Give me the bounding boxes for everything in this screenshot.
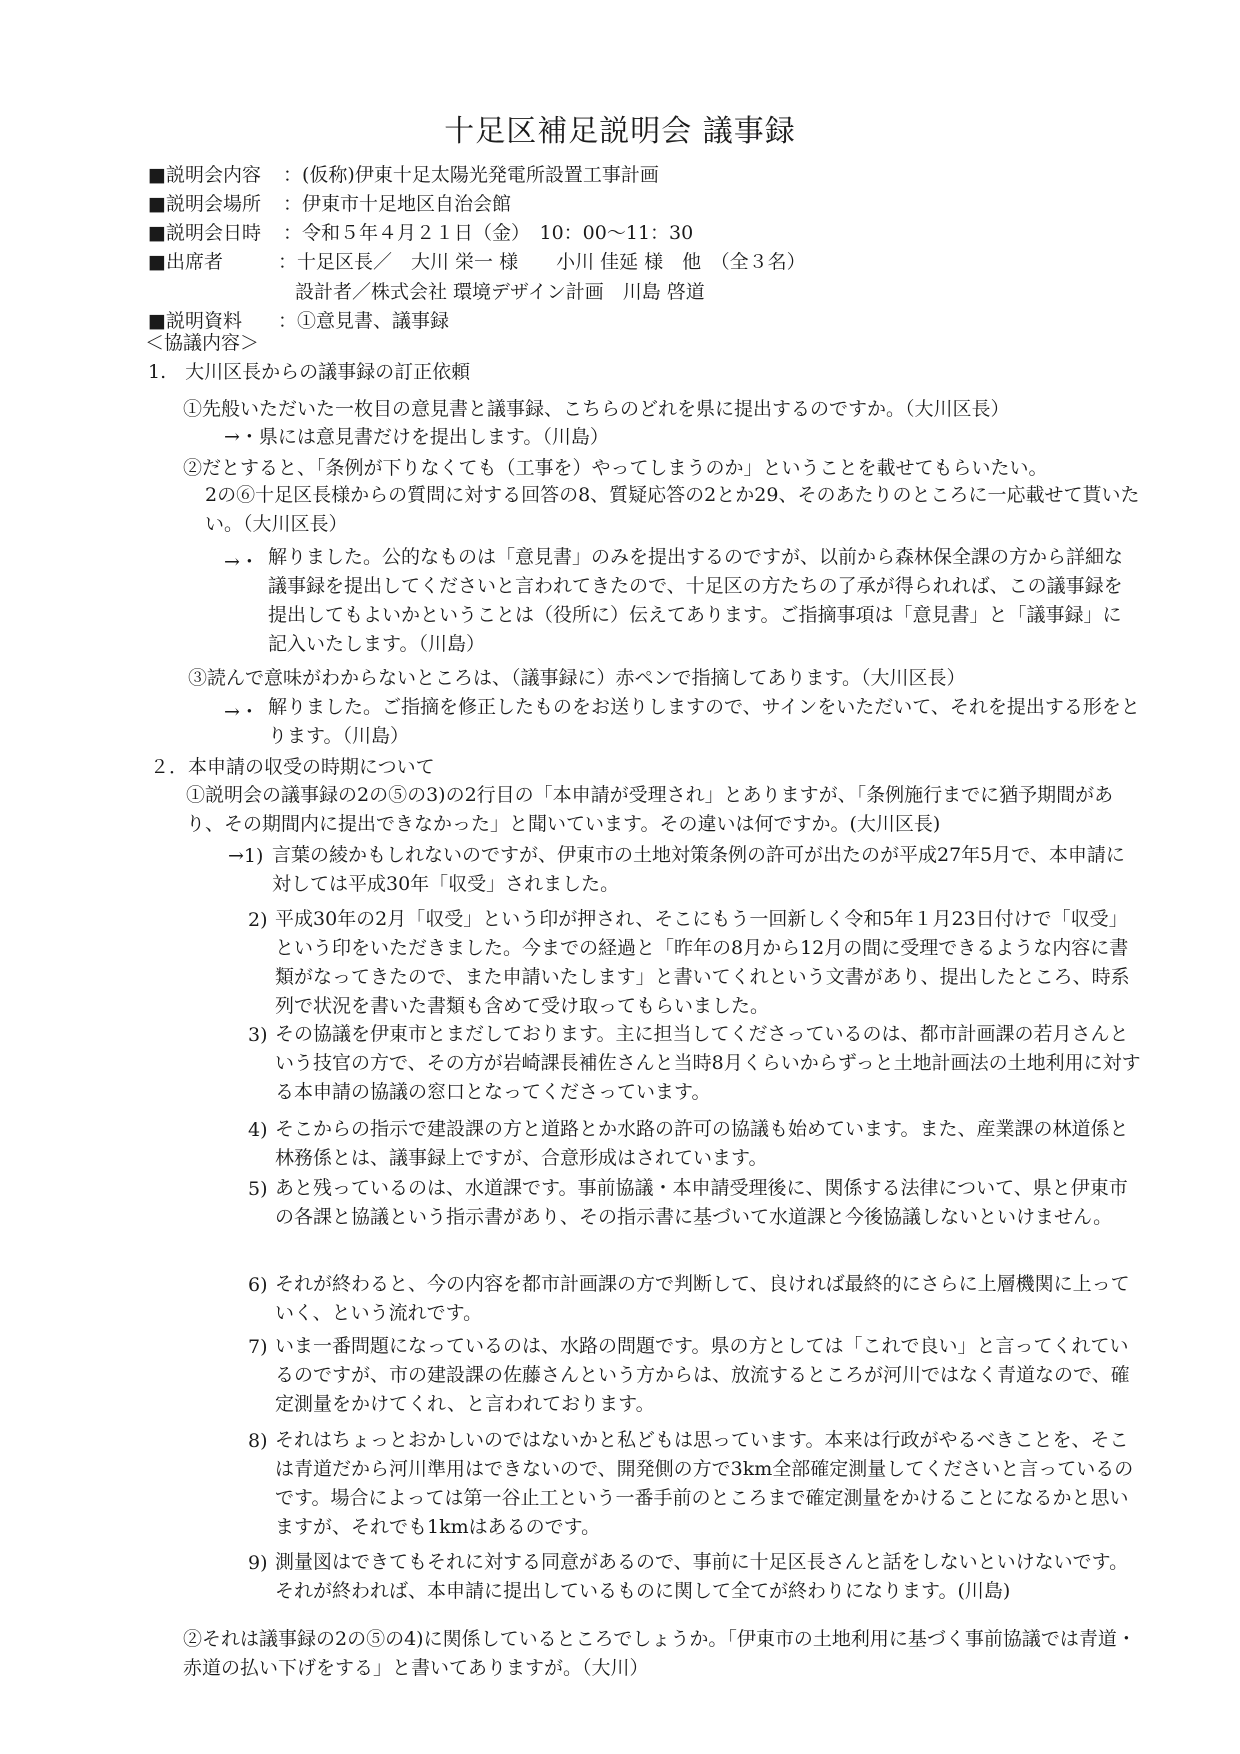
s2-item-8-num: 8): [248, 1430, 268, 1452]
s1-a1: →・県には意見書だけを提出します。（川島）: [224, 426, 609, 448]
s2-item-2: 平成30年の2月「収受」という印が押され、そこにもう一回新しく令和5年１月23日付けで「収受」という印をいただきました。今までの経過と「昨年の8月から12月の間に受理できるような内容に書類がなってきたので、また申請いたします」と書いてくれという文書があり、提出したところ、時系列で状況を書いた書類も含めて受け取ってもらいました。: [275, 908, 1130, 1017]
meta-materials: [148, 306, 449, 333]
s1-a3: 解りました。ご指摘を修正したものをお送りしますので、サインをいただいて、それを提出する形をとります。（川島）: [268, 696, 1140, 747]
meta-content-value: ：(仮称)伊東十足太陽光発電所設置工事計画: [283, 164, 659, 186]
s2-item-8: それはちょっとおかしいのではないかと私どもは思っています。本来は行政がやるべきことを、そこは青道だから河川準用はできないので、開発側の方で3km全部確定測量してくださいと言っているのです。場合によっては第一谷止工という一番手前のところまで確定測量をかけることになるかと思いますが、それでも1kmはあるのです。: [275, 1429, 1134, 1538]
s2-item-1: 言葉の綾かもしれないのですが、伊東市の土地対策条例の許可が出たのが平成27年5月で、本申請に対しては平成30年「収受」されました。: [272, 844, 1125, 895]
page-title: 十足区補足説明会 議事録: [444, 114, 796, 149]
meta-date: [148, 218, 693, 245]
section1-heading: 1. 大川区長からの議事録の訂正依頼: [148, 361, 471, 383]
s2-item-7: いま一番問題になっているのは、水路の問題です。県の方としては「これで良い」と言ってくれているのですが、市の建設課の佐藤さんという方からは、放流するところが河川ではなく青道なので、確定測量をかけてくれ、と言われております。: [275, 1335, 1130, 1415]
s2-item-9-num: 9): [248, 1552, 268, 1574]
section2-heading: ２．本申請の収受の時期について: [150, 756, 435, 778]
s1-q2b: 2の⑥十足区長様からの質問に対する回答の8、質疑応答の2とか29、そのあたりのところに一応載せて貰いたい。（大川区長）: [205, 484, 1140, 535]
meta-place-value: ：伊東市十足地区自治会館: [283, 193, 512, 215]
meta-place-label: ■説明会場所: [148, 193, 261, 215]
meta-place: [148, 189, 511, 216]
s2-item-2-num: 2): [248, 909, 268, 931]
agenda-heading: ＜協議内容＞: [145, 332, 260, 354]
meta-content: [148, 160, 659, 187]
meta-attendees: [148, 247, 806, 274]
s2-item-7-num: 7): [248, 1336, 268, 1358]
meta-attendees-label: ■出席者: [148, 251, 223, 273]
meta-date-label: ■説明会日時: [148, 222, 261, 244]
s2-item-5: あと残っているのは、水道課です。事前協議・本申請受理後に、関係する法律について、県と伊東市の各課と協議という指示書があり、その指示書に基づいて水道課と今後協議しないといけません。: [275, 1177, 1128, 1228]
meta-materials-value: ：①意見書、議事録: [278, 310, 450, 332]
s2-item-9: 測量図はできてもそれに対する同意があるので、事前に十足区長さんと話をしないといけないです。それが終われば、本申請に提出しているものに関して全てが終わりになります。(川島): [275, 1551, 1129, 1602]
meta-materials-label: ■説明資料: [148, 310, 242, 332]
s2-q2: ②それは議事録の2の⑤の4)に関係しているところでしょうか。「伊東市の土地利用に基づく事前協議では青道・赤道の払い下げをする」と書いてありますが。（大川）: [183, 1628, 1136, 1679]
s1-q3: ③読んで意味がわからないところは、（議事録に）赤ペンで指摘してあります。（大川区長）: [188, 667, 966, 689]
s1-a2-arrow: →・: [224, 551, 259, 573]
s2-item-3-num: 3): [248, 1024, 268, 1046]
s1-q1: ①先般いただいた一枚目の意見書と議事録、こちらのどれを県に提出するのですか。（大川区長）: [183, 398, 1010, 420]
s2-item-4: そこからの指示で建設課の方と道路とか水路の許可の協議も始めています。また、産業課の林道係と林務係とは、議事録上ですが、合意形成はされています。: [275, 1118, 1129, 1169]
s2-item-6: それが終わると、今の内容を都市計画課の方で判断して、良ければ最終的にさらに上層機関に上っていく、という流れです。: [275, 1273, 1130, 1324]
s1-q2a: ②だとすると、「条例が下りなくても（工事を）やってしまうのか」ということを載せてもらいたい。: [183, 457, 1048, 479]
s2-item-3: その協議を伊東市とまだしております。主に担当してくださっているのは、都市計画課の若月さんという技官の方で、その方が岩崎課長補佐さんと当時8月くらいからずっと土地計画法の土地利用に対する本申請の協議の窓口となってくださっています。: [275, 1023, 1141, 1103]
meta-date-value: ：令和５年４月２１日（金） 10：00～11：30: [283, 222, 694, 244]
s1-a2: 解りました。公的なものは「意見書」のみを提出するのですが、以前から森林保全課の方から詳細な議事録を提出してくださいと言われてきたので、十足区の方たちの了承が得られれば、この議事録を提出してもよいかということは（役所に）伝えてあります。ご指摘事項は「意見書」と「議事録」に記入いたします。（川島）: [268, 546, 1124, 655]
meta-attendees-value: ：十足区長／ 大川 栄一 様 小川 佳延 様 他 （全３名）: [278, 251, 806, 273]
s2-item-1-num: →1): [228, 845, 264, 867]
s2-q1: ①説明会の議事録の2の⑤の3)の2行目の「本申請が受理され」とありますが、「条例施行までに猶予期間があり、その期間内に提出できなかった」と聞いています。その違いは何ですか。(大川区長): [186, 784, 1114, 835]
s1-a3-arrow: →・: [224, 701, 259, 723]
s2-item-4-num: 4): [248, 1119, 268, 1141]
meta-attendees-designer: 設計者／株式会社 環境デザイン計画 川島 啓道: [295, 281, 705, 303]
s2-item-6-num: 6): [248, 1274, 268, 1296]
meta-content-label: ■説明会内容: [148, 164, 261, 186]
s2-item-5-num: 5): [248, 1178, 268, 1200]
